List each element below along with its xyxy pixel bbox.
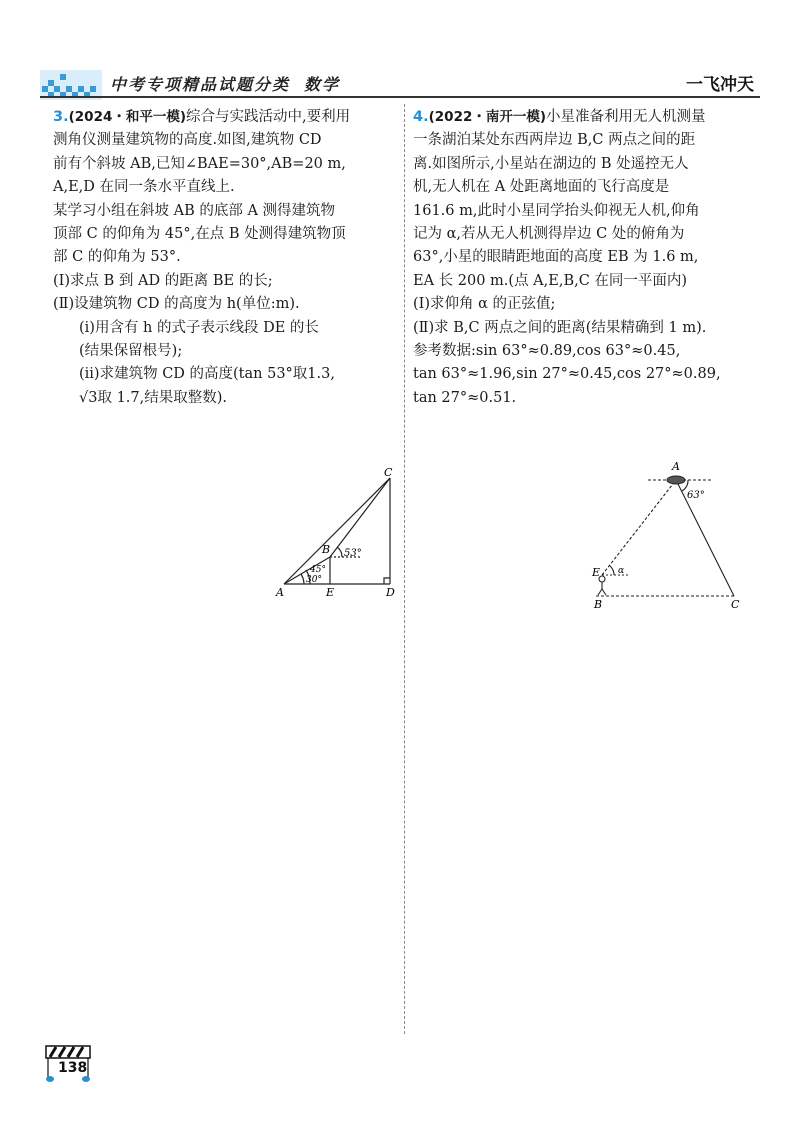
q3-number: 3. bbox=[53, 109, 69, 125]
question-4 bbox=[413, 106, 763, 410]
q4-text-1: 一条湖泊某处东西两岸边 B,C 两点之间的距 bbox=[413, 132, 696, 149]
q4-label-e: E bbox=[592, 566, 601, 579]
q4-line-ac bbox=[676, 480, 734, 596]
q4-text-7: EA 长 200 m.(点 A,E,B,C 在同一平面内) bbox=[413, 272, 688, 289]
q3-angle-45: 45° bbox=[310, 565, 326, 575]
q4-ref-1: 参考数据:sin 63°≈0.89,cos 63°≈0.45, bbox=[413, 343, 681, 360]
q4-text-0: 小星准备利用无人机测量 bbox=[546, 109, 706, 125]
q3-source: (2024・和平一模) bbox=[68, 109, 187, 125]
q4-text-4: 161.6 m,此时小星同学抬头仰视无人机,仰角 bbox=[413, 202, 700, 219]
q3-label-e: E bbox=[326, 586, 335, 599]
q4-text-6: 63°,小星的眼睛距地面的高度 EB 为 1.6 m, bbox=[413, 249, 699, 266]
q3-label-b: B bbox=[322, 543, 331, 556]
q3-label-a: A bbox=[276, 586, 284, 599]
q3-right-angle-d bbox=[384, 578, 390, 584]
q4-text-2: 离.如图所示,小星站在湖边的 B 处遥控无人 bbox=[413, 155, 689, 172]
q3-label-d: D bbox=[386, 586, 395, 599]
q3-part-1: (Ⅰ)求点 B 到 AD 的距离 BE 的长; bbox=[53, 272, 273, 289]
q3-arc-30 bbox=[301, 574, 304, 584]
q4-text-3: 机,无人机在 A 处距离地面的飞行高度是 bbox=[413, 179, 670, 196]
q4-number: 4. bbox=[413, 109, 429, 125]
q4-line-ea bbox=[602, 480, 676, 575]
q3-sub-2-line-2: √3取 1.7,结果取整数). bbox=[79, 389, 228, 406]
q3-text-4: 某学习小组在斜坡 AB 的底部 A 测得建筑物 bbox=[53, 202, 336, 219]
q3-angle-53: 53° bbox=[344, 548, 362, 559]
q3-text-1: 测角仪测量建筑物的高度.如图,建筑物 CD bbox=[53, 132, 322, 149]
q3-line-ac bbox=[284, 478, 390, 584]
q3-sub-1-line-2: (结果保留根号); bbox=[79, 343, 183, 360]
q3-text-5: 顶部 C 的仰角为 45°,在点 B 处测得建筑物顶 bbox=[53, 226, 346, 243]
header-rule bbox=[40, 96, 760, 98]
column-divider bbox=[404, 104, 405, 1034]
header-subject: 数学 bbox=[304, 75, 341, 94]
q4-label-b: B bbox=[594, 598, 603, 611]
q3-part-2: (Ⅱ)设建筑物 CD 的高度为 h(单位:m). bbox=[53, 296, 300, 313]
q4-ref-2: tan 63°≈1.96,sin 27°≈0.45,cos 27°≈0.89, bbox=[413, 366, 721, 383]
q4-angle-alpha: α bbox=[618, 566, 625, 576]
q4-person-leg-right bbox=[602, 589, 606, 595]
header-title-text: 中考专项精品试题分类 bbox=[110, 75, 291, 94]
q3-sub-1-line-1: (ⅰ)用含有 h 的式子表示线段 DE 的长 bbox=[79, 319, 319, 336]
q4-part-1: (Ⅰ)求仰角 α 的正弦值; bbox=[413, 296, 556, 313]
q3-text-2: 前有个斜坡 AB,已知∠BAE=30°,AB=20 m, bbox=[53, 155, 346, 172]
question-3 bbox=[53, 106, 393, 410]
q3-line-bc bbox=[330, 478, 390, 557]
q4-part-2: (Ⅱ)求 B,C 两点之间的距离(结果精确到 1 m). bbox=[413, 319, 707, 336]
q4-angle-63: 63° bbox=[687, 490, 705, 501]
q3-text-6: 部 C 的仰角为 53°. bbox=[53, 249, 181, 266]
q4-label-a: A bbox=[672, 460, 680, 473]
page-number: 138 bbox=[58, 1060, 88, 1076]
q3-figure bbox=[270, 462, 400, 602]
q3-line-1 bbox=[53, 106, 393, 129]
q3-label-c: C bbox=[384, 466, 393, 479]
q4-label-c: C bbox=[731, 598, 740, 611]
page-header bbox=[40, 64, 760, 106]
q4-drone-icon bbox=[667, 476, 685, 484]
q3-arc-53 bbox=[337, 547, 342, 557]
q4-ref-3: tan 27°≈0.51. bbox=[413, 389, 517, 406]
q4-arc-alpha bbox=[610, 566, 614, 575]
q3-angle-30: 30° bbox=[306, 575, 322, 585]
q4-person-leg-left bbox=[598, 589, 602, 595]
q3-text-3: A,E,D 在同一条水平直线上. bbox=[53, 179, 235, 196]
header-brand: 一飞冲天 bbox=[686, 75, 754, 95]
q3-text-0: 综合与实践活动中,要利用 bbox=[186, 109, 351, 125]
q4-source: (2022・南开一模) bbox=[428, 109, 547, 125]
q4-line-1 bbox=[413, 106, 763, 129]
header-title bbox=[110, 72, 340, 95]
q4-text-5: 记为 α,若从无人机测得岸边 C 处的俯角为 bbox=[413, 226, 685, 243]
q3-sub-2-line-1: (ⅱ)求建筑物 CD 的高度(tan 53°取1.3, bbox=[79, 366, 335, 383]
q4-figure bbox=[588, 458, 758, 618]
